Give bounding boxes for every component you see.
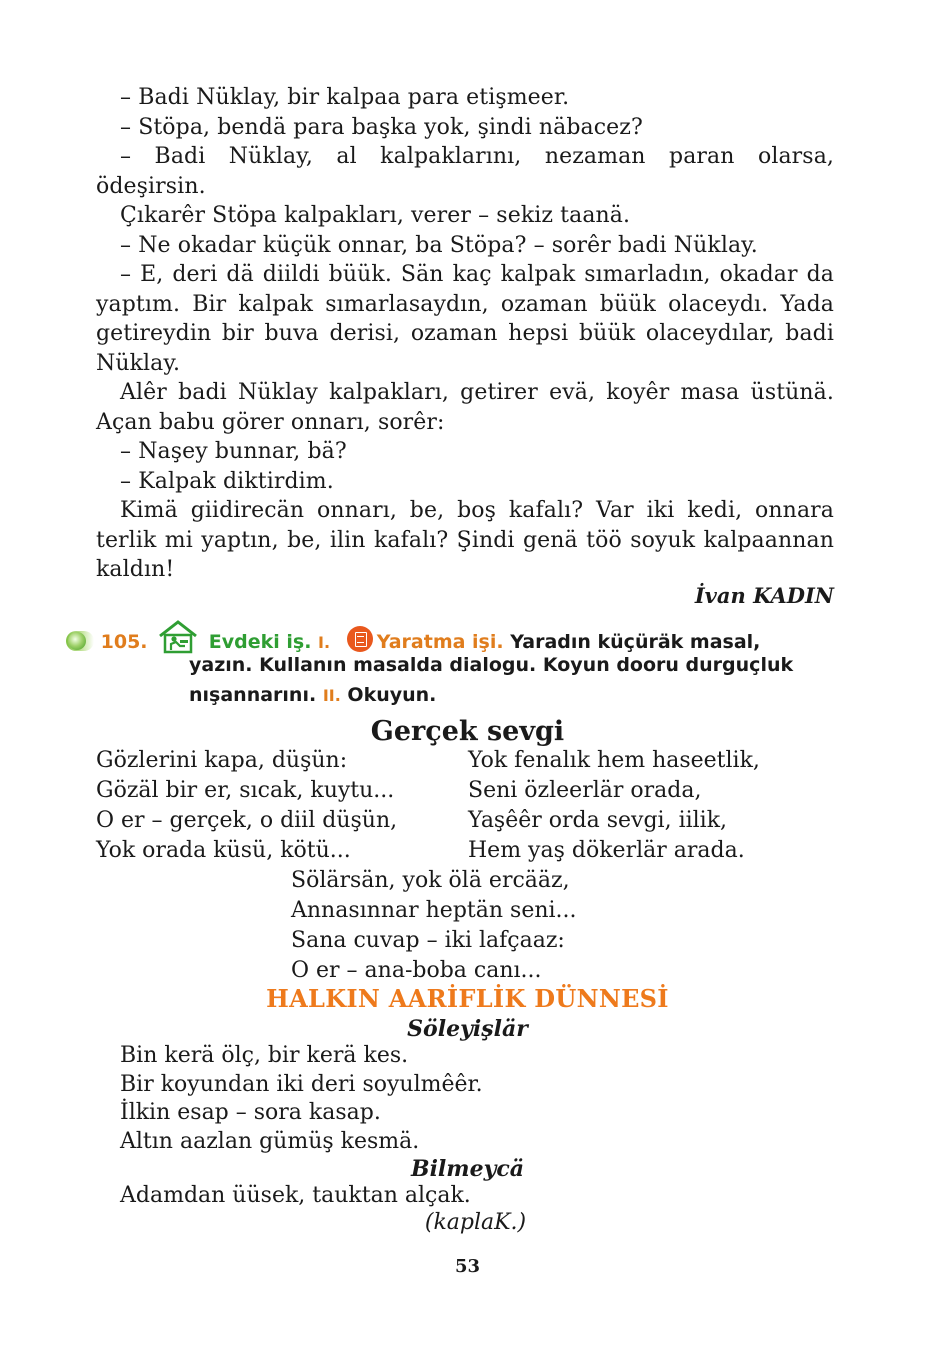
exercise-instruction-rest: yazın. Kullanın masalda dialogu. Koyun dooru durguçluk nışannarını. — [189, 654, 794, 706]
poem-line: Annasınnar heptän seni... — [291, 898, 577, 923]
story-paragraph: Çıkarêr Stöpa kalpakları, verer – sekiz taanä. — [120, 203, 631, 228]
poem-line: Sölärsän, yok ölä ercääz, — [291, 868, 570, 893]
story-paragraph: Kimä giidirecän onnarı, be, boş kafalı? Var iki kedi, onnara terlik mi yaptın, be, ilin kafalı? Şindi genä töö soyuk kalpaannan kaldın! — [96, 498, 834, 582]
exercise-instruction — [189, 650, 849, 711]
poem-line: Yaşêêr orda sevgi, iilik, — [468, 808, 728, 833]
story-paragraph: – Stöpa, bendä para başka yok, şindi näbacez? — [120, 114, 643, 140]
exercise-instruction-start: Yaradın küçüräk masal, — [510, 631, 761, 653]
story-paragraph: – Ne okadar küçük onnar, ba Stöpa? – sorêr badi Nüklay. — [120, 232, 758, 258]
saying-item: İlkin esap – sora kasap. — [120, 1100, 381, 1125]
story-author: İvan KADIN — [694, 583, 834, 608]
poem-line: Seni özleerlär orada, — [468, 778, 702, 803]
riddle-answer: (kaplaK.) — [424, 1210, 527, 1235]
riddle-text: Adamdan üüsek, tauktan alçak. — [120, 1183, 471, 1208]
poem-left-column — [96, 746, 397, 866]
poem-title: Gerçek sevgi — [370, 716, 565, 747]
poem-line: Yok fenalık hem haseetlik, — [468, 748, 760, 773]
story-paragraph: – Badi Nüklay, bir kalpaa para etişmeer. — [120, 85, 570, 110]
saying-item: Altın aazlan gümüş kesmä. — [120, 1128, 420, 1154]
creative-task-label: Yaratma işi. — [376, 631, 504, 653]
story-paragraph: Alêr badi Nüklay kalpakları, getirer evä, koyêr masa üstünä. Açan babu görer onnarı, sorêr: — [96, 380, 834, 435]
story-text — [96, 83, 834, 585]
read-instruction: Okuyun. — [347, 684, 437, 706]
poem-line: Gözlerini kapa, düşün: — [96, 748, 348, 773]
part-one-marker: I. — [318, 633, 331, 652]
creative-task-icon — [347, 626, 373, 652]
wisdom-section-title: HALKIN AARİFLİK DÜNNESİ — [266, 984, 669, 1013]
story-paragraph: – Kalpak diktirdim. — [120, 468, 334, 494]
poem-line: O er – gerçek, o diil düşün, — [96, 808, 398, 833]
saying-item: Bir koyundan iki deri soyulmêêr. — [120, 1071, 483, 1097]
sayings-list — [120, 1042, 483, 1156]
page-number: 53 — [454, 1256, 481, 1277]
poem-line: Gözäl bir er, sıcak, kuytu... — [96, 778, 395, 803]
story-paragraph: – E, deri dä diildi büük. Sän kaç kalpak sımarladın, okadar da yaptım. Bir kalpak sımarlasaydın, ozaman büük olaceydı. Yada getireydin bir buva derisi, ozaman hepsi büük olaceydılar, badi Nüklay. — [96, 262, 834, 376]
exercise-bullet-icon — [66, 631, 94, 651]
poem-center-stanza — [291, 866, 577, 986]
poem-line: Yok orada küsü, kötü... — [96, 838, 351, 863]
story-paragraph: – Badi Nüklay, al kalpaklarını, nezaman paran olarsa, ödeşirsin. — [96, 144, 834, 199]
poem-line: O er – ana-boba canı... — [291, 958, 542, 983]
exercise-number: 105. — [100, 631, 148, 653]
poem-line: Hem yaş dökerlär arada. — [468, 838, 745, 863]
story-paragraph: – Naşey bunnar, bä? — [120, 439, 347, 464]
home-work-label: Evdeki iş. — [208, 631, 312, 653]
saying-item: Bin kerä ölç, bir kerä kes. — [120, 1043, 409, 1068]
poem-line: Sana cuvap – iki lafçaaz: — [291, 928, 565, 953]
part-two-marker: II. — [322, 686, 341, 705]
sayings-title: Söleyişlär — [407, 1016, 528, 1042]
riddle-title: Bilmeycä — [410, 1156, 525, 1182]
poem-right-column — [468, 746, 760, 866]
